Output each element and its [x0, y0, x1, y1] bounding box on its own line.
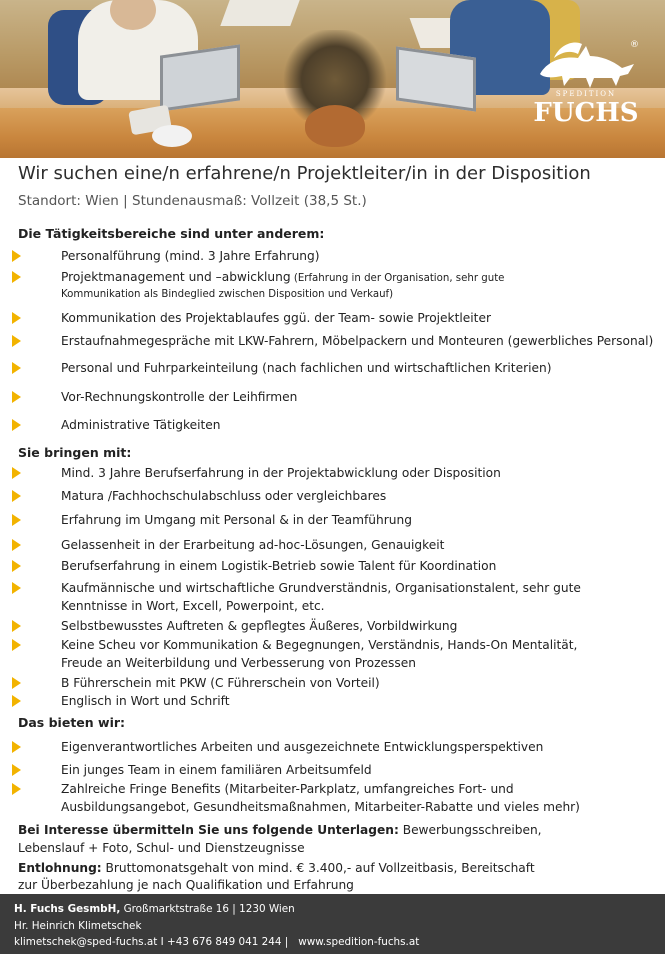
bullet-arrow-icon	[12, 391, 21, 403]
bullet-arrow-icon	[12, 764, 21, 776]
bullet-arrow-icon	[12, 582, 21, 594]
job-posting	[18, 163, 658, 218]
vase	[305, 105, 365, 147]
bullet-arrow-icon	[12, 639, 21, 651]
bullet-arrow-icon	[12, 741, 21, 753]
bullet-arrow-icon	[12, 490, 21, 502]
salary-info-line2: zur Überbezahlung je nach Qualifikation und Erfahrung	[18, 878, 354, 892]
company-logo	[526, 30, 646, 130]
bullet-arrow-icon	[12, 695, 21, 707]
fox-logo-icon	[534, 34, 638, 90]
monitor	[160, 44, 240, 111]
monitor	[396, 46, 476, 111]
bullet-arrow-icon	[12, 560, 21, 572]
bullet-arrow-icon	[12, 514, 21, 526]
cd-disc	[152, 125, 192, 147]
bullet-arrow-icon	[12, 250, 21, 262]
location-line: Standort: Wien | Stundenausmaß: Vollzeit (38,5 St.)	[18, 193, 367, 209]
header-photo	[0, 0, 665, 158]
bullet-arrow-icon	[12, 467, 21, 479]
bullet-arrow-icon	[12, 677, 21, 689]
section-title-requirements: Sie bringen mit:	[18, 445, 132, 460]
footer-links	[14, 936, 419, 948]
salary-label: Entlohnung:	[18, 861, 102, 875]
phone-number: +43 676 849 041 244 |	[163, 936, 289, 948]
footer-address: H. Fuchs GesmbH, Großmarktstraße 16 | 1230 Wien	[14, 903, 295, 915]
bullet-arrow-icon	[12, 335, 21, 347]
application-info-line2: Lebenslauf + Foto, Schul- und Dienstzeugnisse	[18, 841, 305, 855]
logo-subtitle: SPEDITION	[555, 90, 617, 98]
website-link[interactable]: www.spedition-fuchs.at	[298, 936, 420, 948]
email-link[interactable]: klimetschek@sped-fuchs.at I	[14, 936, 164, 948]
registered-mark: ®	[630, 40, 639, 50]
bullet-arrow-icon	[12, 271, 21, 283]
bullet-arrow-icon	[12, 312, 21, 324]
page-title: Wir suchen eine/n erfahrene/n Projektleiter/in in der Disposition	[18, 163, 591, 184]
paper	[220, 0, 299, 26]
bullet-arrow-icon	[12, 362, 21, 374]
application-info: Bei Interesse übermitteln Sie uns folgende Unterlagen: Bewerbungsschreiben,	[18, 823, 542, 837]
bullet-arrow-icon	[12, 620, 21, 632]
bullet-arrow-icon	[12, 783, 21, 795]
footer-contact: Hr. Heinrich Klimetschek	[14, 920, 142, 932]
bullet-arrow-icon	[12, 419, 21, 431]
bullet-arrow-icon	[12, 539, 21, 551]
footer	[0, 894, 665, 954]
application-label: Bei Interesse übermitteln Sie uns folgende Unterlagen:	[18, 823, 399, 837]
section-title-offer: Das bieten wir:	[18, 715, 126, 730]
section-title-tasks: Die Tätigkeitsbereiche sind unter anderem:	[18, 226, 325, 241]
logo-name: FUCHS	[533, 98, 639, 128]
salary-info: Entlohnung: Bruttomonatsgehalt von mind. € 3.400,- auf Vollzeitbasis, Bereitschaft	[18, 861, 535, 875]
